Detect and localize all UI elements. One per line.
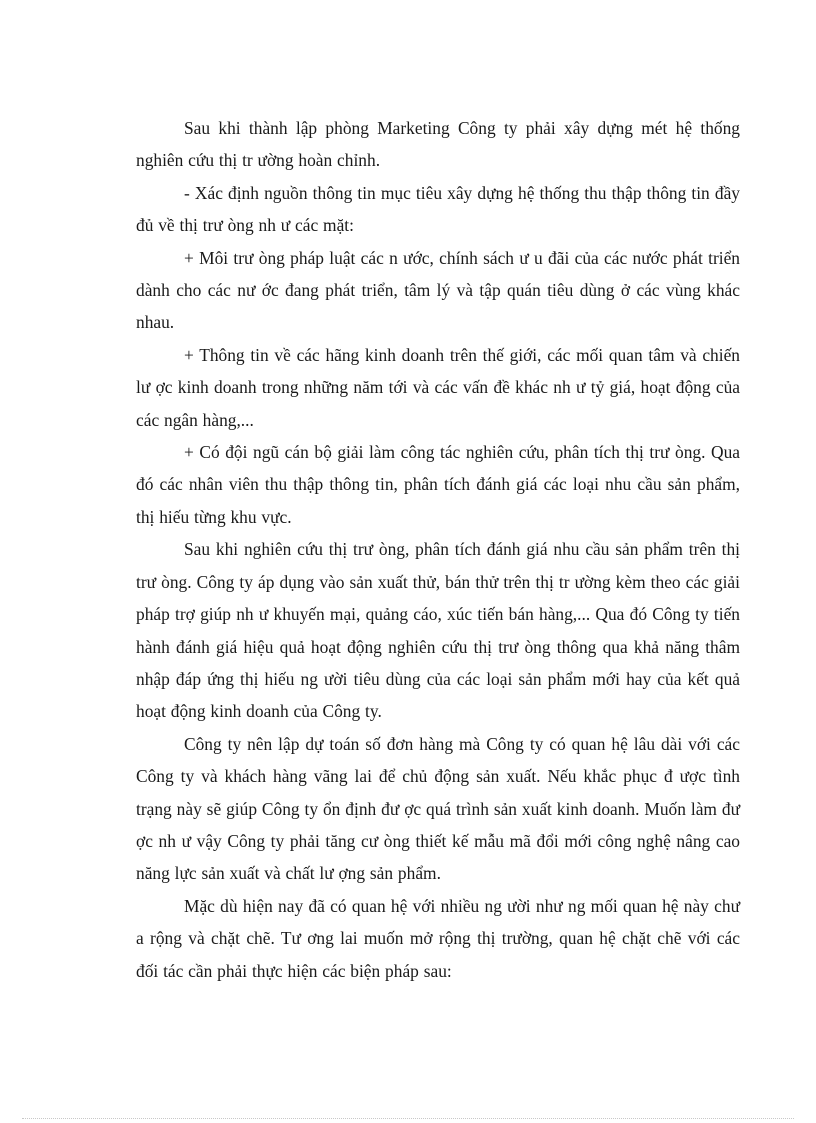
paragraph-research-staff: + Có đội ngũ cán bộ giải làm công tác nghiên cứu, phân tích thị trư òng. Qua đó các nhân viên thu thập thông tin, phân tích đánh giá các loại nhu cầu sản phẩm, thị hiếu từng khu vực. (136, 442, 740, 527)
paragraph-trial-production: Sau khi nghiên cứu thị trư òng, phân tích đánh giá nhu cầu sản phẩm trên thị trư òng. Công ty áp dụng vào sản xuất thử, bán thử trên thị tr ường kèm theo các giải pháp trợ giúp nh ư khuyến mại, quảng cáo, xúc tiến bán hàng,... Qua đó Công ty tiến hành đánh giá hiệu quả hoạt động nghiên cứu thị trư òng thông qua khả năng thâm nhập đáp ứng thị hiếu ng ười tiêu dùng của các loại sản phẩm mới hay của kết quả hoạt động kinh doanh của Công ty. (136, 539, 740, 722)
paragraph-business-information: + Thông tin về các hãng kinh doanh trên thế giới, các mối quan tâm và chiến lư ợc kinh doanh trong những năm tới và các vấn đề khác nh ư tỷ giá, hoạt động của các ngân hàng,... (136, 344, 740, 430)
paragraph-order-forecast: Công ty nên lập dự toán số đơn hàng mà Công ty có quan hệ lâu dài với các Công ty và khách hàng vãng lai để chủ động sản xuất. Nếu khắc phục đ ược tình trạng này sẽ giúp Công ty ổn định đư ợc quá trình sản xuất kinh doanh. Muốn làm đư ợc nh ư vậy Công ty phải tăng cư òng thiết kế mẫu mã đổi mới công nghệ nâng cao năng lực sản xuất và chất lư ợng sản phẩm. (136, 733, 740, 884)
document-body (136, 112, 740, 987)
paragraph-legal-environment: + Môi trư òng pháp luật các n ước, chính sách ư u đãi của các nước phát triển dành cho các nư ớc đang phát triển, tâm lý và tập quán tiêu dùng ở các vùng khác nhau. (136, 247, 740, 333)
page-bottom-divider (22, 1118, 794, 1119)
paragraph-partner-relations: Mặc dù hiện nay đã có quan hệ với nhiều ng ười như ng mối quan hệ này chư a rộng và chặt chẽ. Tư ơng lai muốn mở rộng thị trường, quan hệ chặt chẽ với các đối tác cần phải thực hiện các biện pháp sau: (136, 895, 740, 981)
paragraph-marketing-research-system: Sau khi thành lập phòng Marketing Công ty phải xây dựng mét hệ thống nghiên cứu thị tr ường hoàn chỉnh. (136, 118, 740, 171)
paragraph-information-sources: - Xác định nguồn thông tin mục tiêu xây dựng hệ thống thu thập thông tin đầy đủ về thị trư òng nh ư các mặt: (136, 182, 740, 236)
